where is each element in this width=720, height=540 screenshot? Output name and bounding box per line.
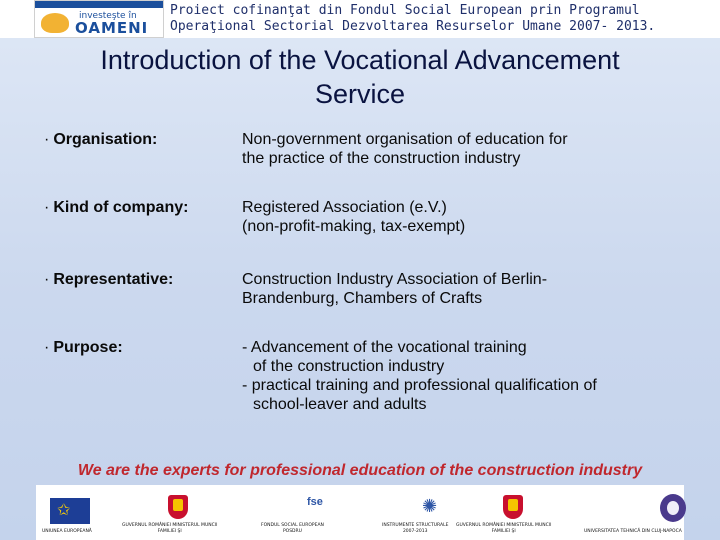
slogan: We are the experts for professional education of the construction industry <box>77 462 643 479</box>
fse-caption <box>261 523 324 535</box>
value-line: the practice of the construction industry <box>242 150 521 167</box>
bullet-icon: · <box>44 131 50 148</box>
item-value <box>242 198 682 236</box>
caption-line: GUVERNUL ROMÂNIEI MINISTERUL MUNCII <box>456 523 552 528</box>
gov-caption-1 <box>122 523 217 535</box>
item-label <box>44 130 234 149</box>
slide-title <box>20 43 700 111</box>
item-value <box>242 338 682 414</box>
romania-crest-icon <box>168 495 188 519</box>
item-label <box>44 198 234 217</box>
title-line-1: Introduction of the Vocational Advancement <box>100 45 620 75</box>
caption-line: FAMILIEI ŞI <box>491 529 516 534</box>
university-seal-icon <box>660 494 686 522</box>
header-line-2: Operaţional Sectorial Dezvoltarea Resurselor Umane 2007- 2013. <box>170 19 656 34</box>
label-text: Representative: <box>53 271 174 288</box>
bullet-icon: · <box>44 271 50 288</box>
value-line: school-leaver and adults <box>253 396 427 413</box>
value-line: - Advancement of the vocational training <box>242 339 527 356</box>
structural-instruments-caption <box>382 523 448 535</box>
item-value <box>242 270 682 308</box>
caption-line: INSTRUMENTE STRUCTURALE <box>382 523 449 528</box>
investeste-in-oameni-logo <box>34 0 164 38</box>
value-line: - practical training and professional qualification of <box>242 377 597 394</box>
item-value <box>242 130 682 168</box>
value-line: Registered Association (e.V.) <box>242 199 447 216</box>
title-line-2: Service <box>314 79 406 109</box>
item-label <box>44 338 234 357</box>
value-line: Construction Industry Association of Berlin- <box>242 271 548 288</box>
cofinancing-statement <box>170 3 710 35</box>
value-line: Non-government organisation of education for <box>242 131 568 148</box>
logo-band <box>35 1 163 8</box>
sponsor-logo-strip <box>36 485 684 540</box>
fse-logo-icon: fse <box>307 496 323 508</box>
header-bar <box>0 0 720 38</box>
caption-line: FAMILIEI ŞI <box>157 529 182 534</box>
gov-caption-2 <box>456 523 551 535</box>
eu-flag-icon: ✩ <box>50 498 90 524</box>
university-caption: UNIVERSITATEA TEHNICĂ DIN CLUJ-NAPOCA <box>584 529 682 534</box>
caption-line: FONDUL SOCIAL EUROPEAN <box>261 523 324 528</box>
bullet-icon: · <box>44 339 50 356</box>
label-text: Kind of company: <box>53 199 189 216</box>
hand-icon <box>41 13 69 33</box>
caption-line: 2007-2013 <box>402 529 428 534</box>
logo-big-text: OAMENI <box>75 19 149 37</box>
label-text: Organisation: <box>53 131 158 148</box>
caption-line: POSDRU <box>282 529 302 534</box>
logo-small-text: investeşte în <box>79 11 137 21</box>
label-text: Purpose: <box>53 339 123 356</box>
eu-caption: UNIUNEA EUROPEANĂ <box>42 529 92 534</box>
value-line: (non-profit-making, tax-exempt) <box>242 218 466 235</box>
value-line: Brandenburg, Chambers of Crafts <box>242 290 483 307</box>
item-label <box>44 270 234 289</box>
structural-instruments-stars-icon: ✺ <box>422 496 438 516</box>
bullet-icon: · <box>44 199 50 216</box>
value-line: of the construction industry <box>253 358 445 375</box>
caption-line: GUVERNUL ROMÂNIEI MINISTERUL MUNCII <box>122 523 218 528</box>
romania-crest-icon <box>503 495 523 519</box>
header-line-1: Proiect cofinanţat din Fondul Social European prin Programul <box>170 3 640 18</box>
